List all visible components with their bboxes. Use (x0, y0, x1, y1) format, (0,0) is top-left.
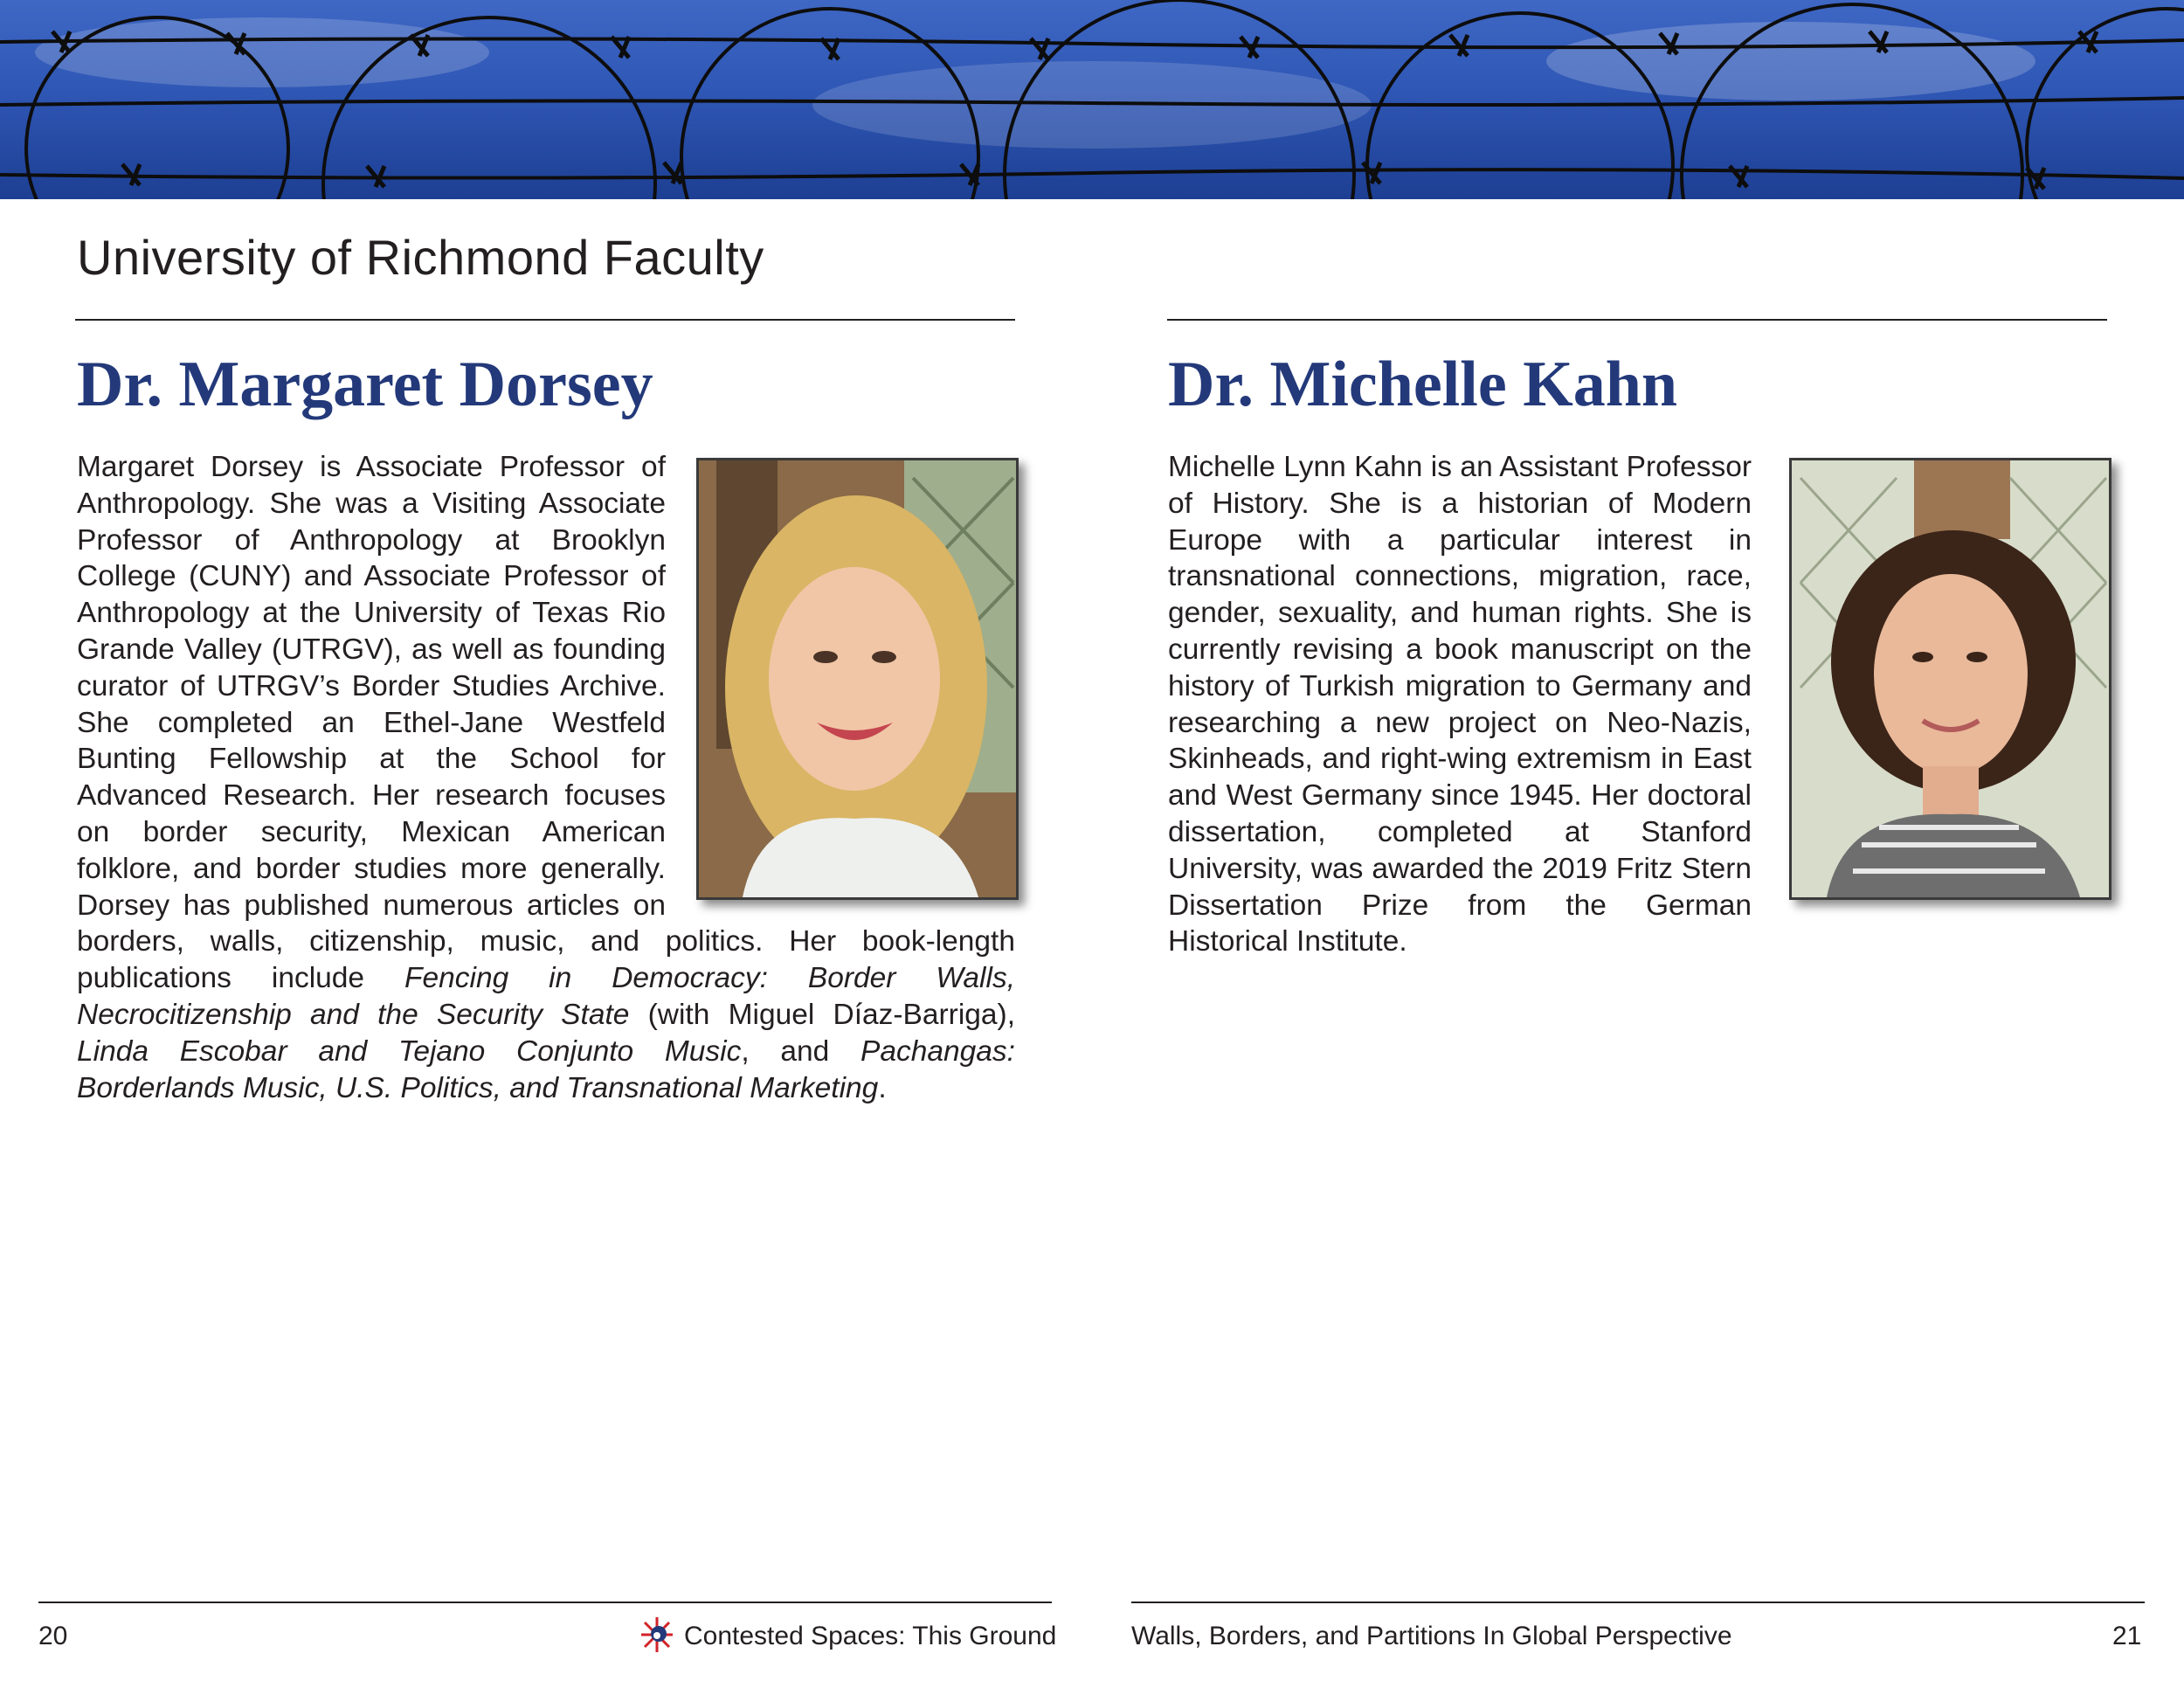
right-footer-divider (1131, 1602, 2145, 1603)
kahn-photo (1789, 458, 2111, 900)
profile-bio (77, 449, 1015, 1106)
left-running-title: Contested Spaces: This Ground (684, 1622, 1057, 1650)
bio-text: , and (741, 1034, 861, 1068)
right-running-title: Walls, Borders, and Partitions In Global Perspective (1131, 1622, 1732, 1650)
bio-text: Margaret Dorsey is Associate Professor of Anthropology. She was a Visiting Associate Professor of Anthropology at Brooklyn College (CUNY) and Associate Professor of Anthropology at the University of Texas Rio Grande Valley (UTRGV), as well as founding curator of UTRGV’s Border Studies Archive. She completed an Ethel-Jane Westfeld Bunting Fellowship at the School for Advanced Research. Her research focuses on border security, Mexican American folklore, and border studies more generally. Dorsey has published numerous articles on borders, walls, citizenship, music, and politics. Her book-length publications include (77, 451, 1015, 995)
section-title: University of Richmond Faculty (77, 230, 764, 285)
right-page-number: 21 (2112, 1622, 2142, 1650)
profile-name: Dr. Margaret Dorsey (77, 349, 653, 420)
profile-name: Dr. Michelle Kahn (1168, 349, 1678, 420)
book-title: Pachangas: Borderlands Music, U.S. Politics, and Transnational Marketing (77, 1034, 1015, 1104)
barbed-wire-graphic (0, 0, 2184, 199)
right-heading-divider (1167, 319, 2107, 321)
contested-spaces-logo-icon (639, 1615, 674, 1655)
bio-text: (with Miguel Díaz-Barriga), (629, 998, 1016, 1031)
left-heading-divider (75, 319, 1015, 321)
barbed-wire-banner (0, 0, 2184, 199)
photo-wrap-spacer (666, 449, 1015, 903)
left-page-number: 20 (38, 1622, 68, 1650)
left-footer-divider (38, 1602, 1052, 1603)
book-title: Fencing in Democracy: Border Walls, Necrocitizenship and the Security State (77, 962, 1016, 1031)
bio-text: . (878, 1071, 887, 1104)
portrait-photo-icon (1792, 460, 2109, 897)
profile-bio: Michelle Lynn Kahn is an Assistant Professor of History. She is a historian of Modern Europe with a particular interest in transnational connections, migration, race, gender, sexuality, and human rights. She is currently revising a book manuscript on the history of Turkish migration to Germany and researching a new project on Neo-Nazis, Skinheads, and right-wing extremism in East and West Germany since 1945. Her doctoral dissertation, completed at Stanford University, was awarded the 2019 Fritz Stern Dissertation Prize from the German Historical Institute. (1168, 451, 1752, 958)
book-title: Linda Escobar and Tejano Conjunto Music (77, 1034, 742, 1068)
